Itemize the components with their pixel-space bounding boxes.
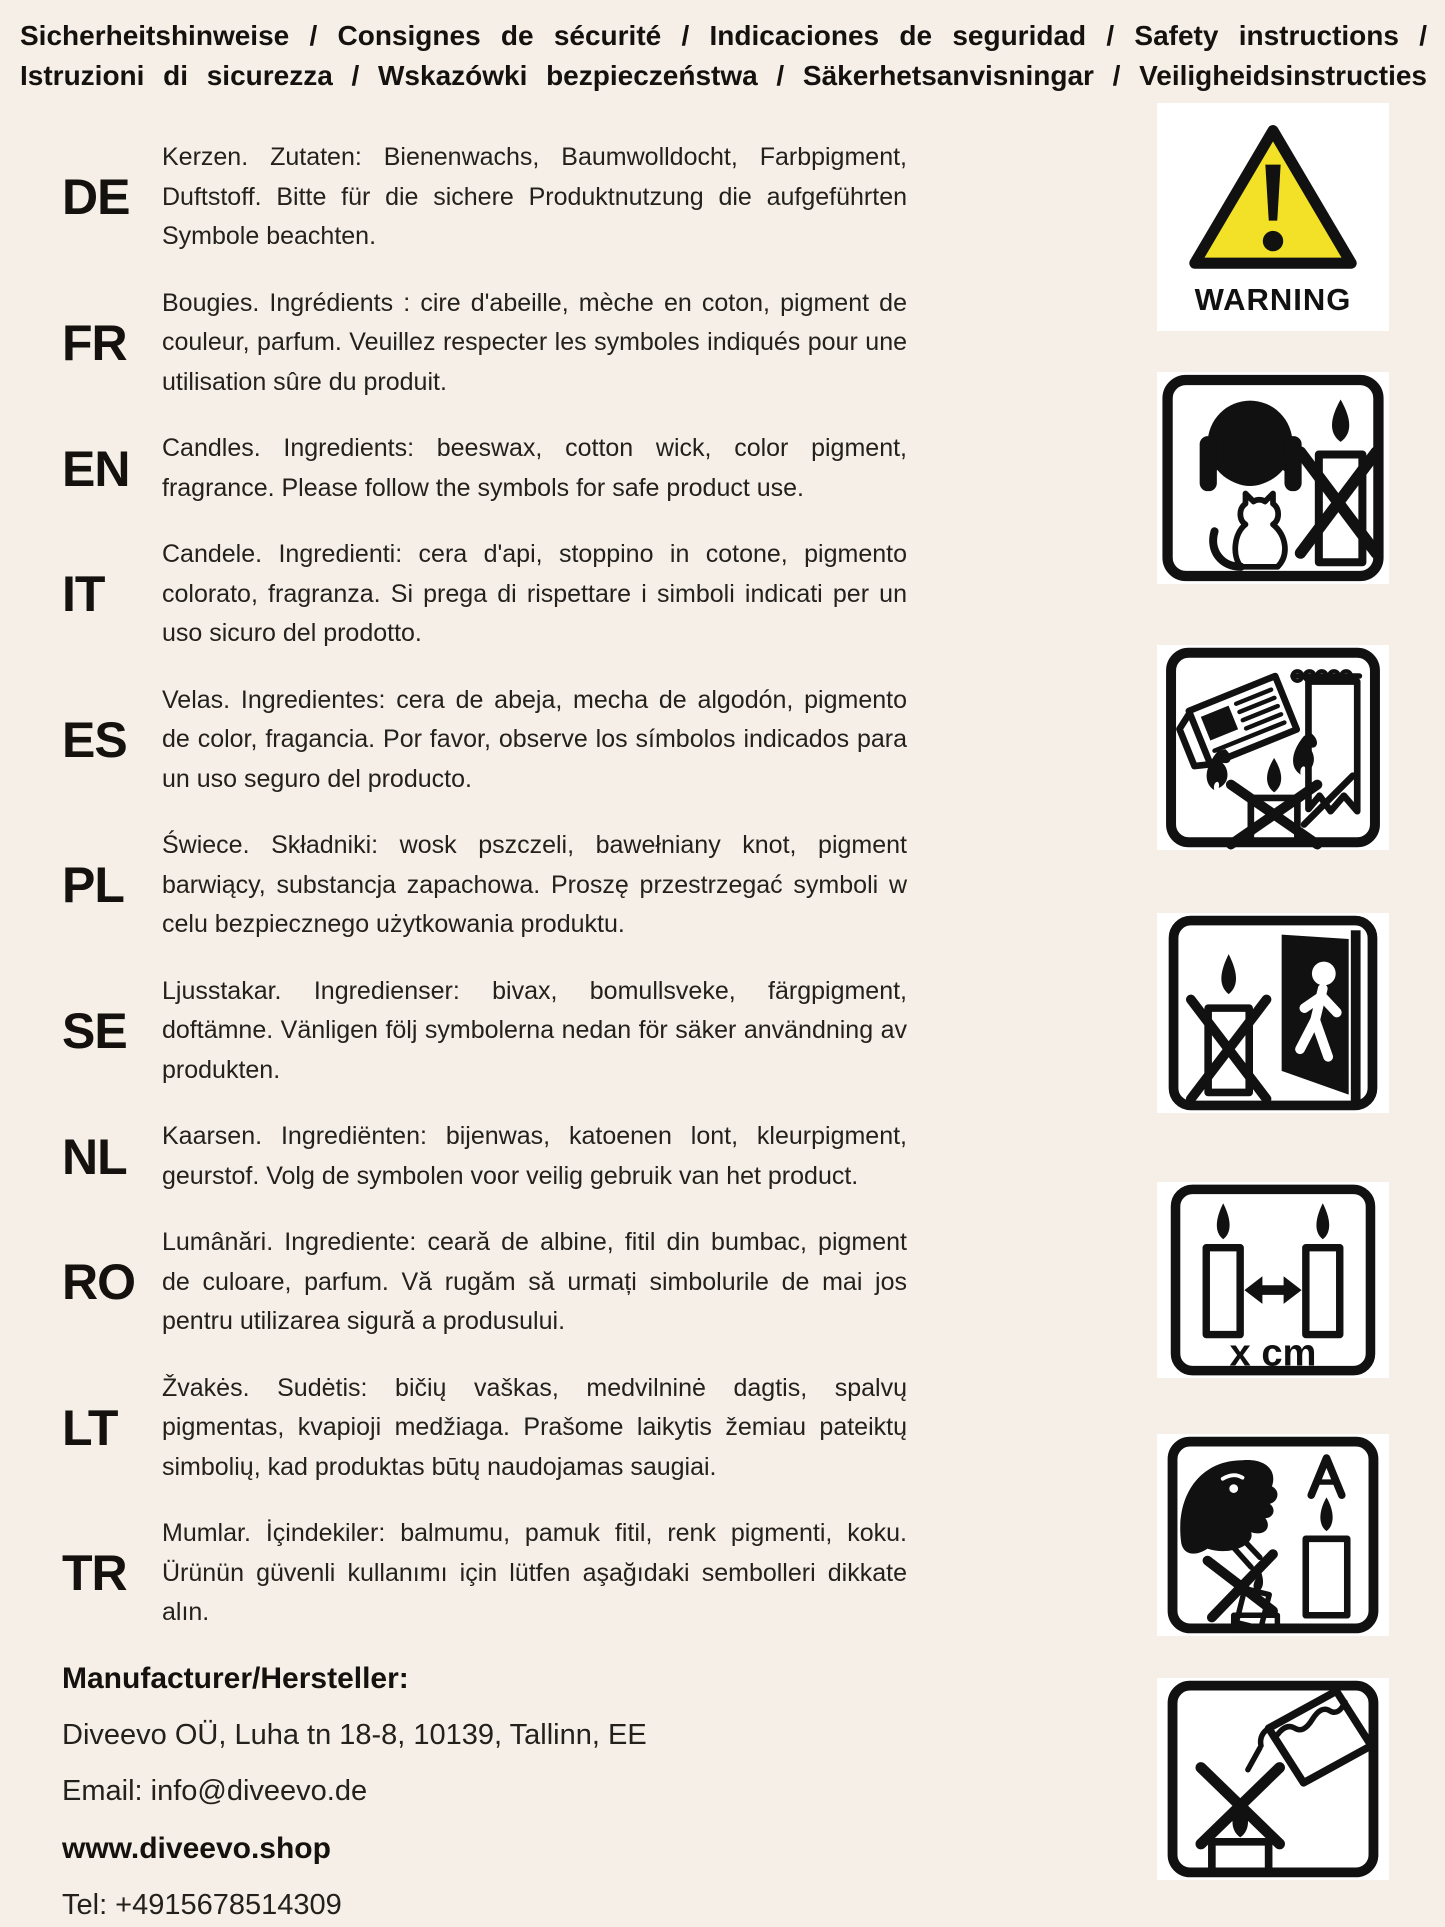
language-text: Lumânări. Ingrediente: ceară de albine, fitil din bumbac, pigment de culoare, parfum. Vă rugăm să urmați simbolurile de mai jos pentru utilizarea sigură a produsului. [162,1228,907,1335]
language-code: EN [62,440,130,497]
warning-triangle-icon [1188,120,1358,278]
manufacturer-address: Diveevo OÜ, Luha tn 18-8, 10139, Tallinn, EE [62,1719,647,1751]
language-code: TR [62,1545,127,1602]
language-text: Świece. Składniki: wosk pszczeli, bawełniany knot, pigment barwiący, substancja zapachowa. Proszę przestrzegać symboli w celu bezpiecznego użytkowania produktu. [162,831,907,938]
manufacturer-section [62,1660,907,1924]
language-text: Candles. Ingredients: beeswax, cotton wick, color pigment, fragrance. Please follow the symbols for safe product use. [162,434,907,502]
language-code: SE [62,1002,127,1059]
language-text: Ljusstakar. Ingredienser: bivax, bomullsveke, färgpigment, doftämne. Vänligen följ symbolerna nedan för säker användning av produkten. [162,976,907,1084]
language-block [62,1223,907,1342]
language-text: Mumlar. İçindekiler: balmumu, pamuk fitil, renk pigmenti, koku. Ürünün güvenli kullanımı için lütfen aşağıdaki sembolleri dikkate alın. [162,1519,907,1626]
language-text: Velas. Ingredientes: cera de abeja, mecha de algodón, pigmento de color, fragancia. Por favor, observe los símbolos indicados para un uso seguro del producto. [162,685,907,793]
language-block [62,972,907,1091]
warning-icon [1157,103,1389,331]
header-line-2: Istruzioni di sicurezza / Wskazówki bezpieczeństwa / Säkerhetsanvisningar / Veiligheidsinstructies [20,60,1427,92]
never-leave-unattended-icon [1157,913,1389,1113]
keep-away-flammables-icon [1157,645,1389,850]
language-code: FR [62,314,127,371]
manufacturer-email: Email: info@diveevo.de [62,1775,368,1808]
language-code: NL [62,1128,127,1185]
manufacturer-phone: Tel: +4915678514309 [62,1889,342,1921]
language-block [62,138,907,257]
language-list [62,138,907,1927]
language-code: IT [62,566,105,623]
language-block [62,535,907,654]
distance-label: x cm [1229,1331,1317,1375]
language-block [62,429,907,508]
language-code: RO [62,1254,135,1311]
keep-away-children-pets-icon [1157,372,1389,584]
language-code: DE [62,169,130,226]
language-block [62,681,907,800]
header-line-1: Sicherheitshinweise / Consignes de sécurité / Indicaciones de seguridad / Safety instructions / [20,20,1427,51]
language-block [62,1369,907,1488]
language-code: PL [62,857,124,914]
language-rows [62,138,907,1633]
page-title [20,16,1427,96]
language-code: ES [62,711,127,768]
no-water-extinguish-icon [1157,1678,1389,1880]
language-text: Bougies. Ingrédients : cire d'abeille, mèche en coton, pigment de couleur, parfum. Veuillez respecter les symboles indiqués pour une utilisation sûre du produit. [162,288,907,396]
language-text: Kaarsen. Ingrediënten: bijenwas, katoenen lont, kleurpigment, geurstof. Volg de symbolen voor veilig gebruik van het product. [162,1122,907,1190]
warning-label: WARNING [1194,281,1352,317]
language-block [62,1514,907,1633]
language-block [62,284,907,403]
language-text: Kerzen. Zutaten: Bienenwachs, Baumwolldocht, Farbpigment, Duftstoff. Bitte für die sichere Produktnutzung die aufgeführten Symbole beachten. [162,143,907,250]
language-block [62,1117,907,1196]
language-text: Žvakės. Sudėtis: bičių vaškas, medvilninė dagtis, spalvų pigmentas, kvapioji medžiaga. Prašome laikytis žemiau pateiktų simbolių, kad produktas būtų naudojamas saugiai. [162,1373,907,1481]
manufacturer-heading: Manufacturer/Hersteller: [62,1661,409,1695]
language-block [62,826,907,945]
language-text: Candele. Ingredienti: cera d'api, stoppino in cotone, pigmento colorato, fragranza. Si prega di rispettare i simboli indicati per un uso sicuro del prodotto. [162,540,907,647]
candle-distance-icon [1157,1182,1389,1378]
manufacturer-website: www.diveevo.shop [62,1831,331,1865]
language-code: LT [62,1399,118,1456]
do-not-blow-out-icon [1157,1434,1389,1636]
